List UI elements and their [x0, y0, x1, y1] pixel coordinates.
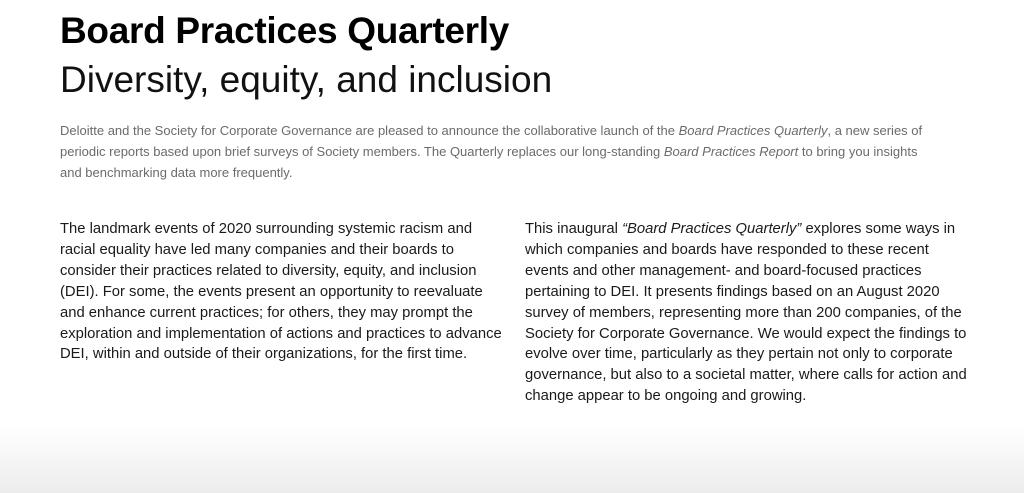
intro-text-3: to bring you insights and benchmarking data more frequently.	[60, 144, 918, 180]
right-italic-title: “Board Practices Quarterly”	[622, 221, 802, 237]
intro-text-1: Deloitte and the Society for Corporate Governance are pleased to announce the collaborative launch of the	[60, 123, 679, 138]
page-subtitle: Diversity, equity, and inclusion	[60, 59, 553, 100]
intro-italic-title-2: Board Practices Report	[663, 144, 799, 159]
left-column-paragraph: The landmark events of 2020 surrounding systemic racism and racial equality have led many companies and their boards to consider their practices related to diversity, equity, and inclusion (DEI). For some, the events present an opportunity to reevaluate and enhance current practices; for others, they may prompt the exploration and implementation of actions and practices to advance DEI, within and outside of their organizations, for the first time.	[60, 221, 502, 363]
page-title: Board Practices Quarterly	[60, 10, 510, 51]
intro-paragraph	[60, 120, 940, 183]
right-text-lead: This inaugural	[525, 221, 623, 237]
intro-italic-title-1: Board Practices Quarterly	[678, 123, 828, 138]
right-text-rest: explores some ways in which companies and boards have responded to these recent events and other management- and board-focused practices pertaining to DEI. It presents findings based on an August 2020 survey of members, representing more than 200 companies, of the Society for Corporate Governance. We would expect the findings to evolve over time, particularly as they pertain not only to corporate governance, but also to a societal matter, where calls for action and change appear to be ongoing and growing.	[525, 221, 967, 405]
intro-text-2: , a new series of periodic reports based upon brief surveys of Society members. The Quarterly replaces our long-standing	[60, 123, 923, 159]
right-column-paragraph	[525, 219, 975, 407]
